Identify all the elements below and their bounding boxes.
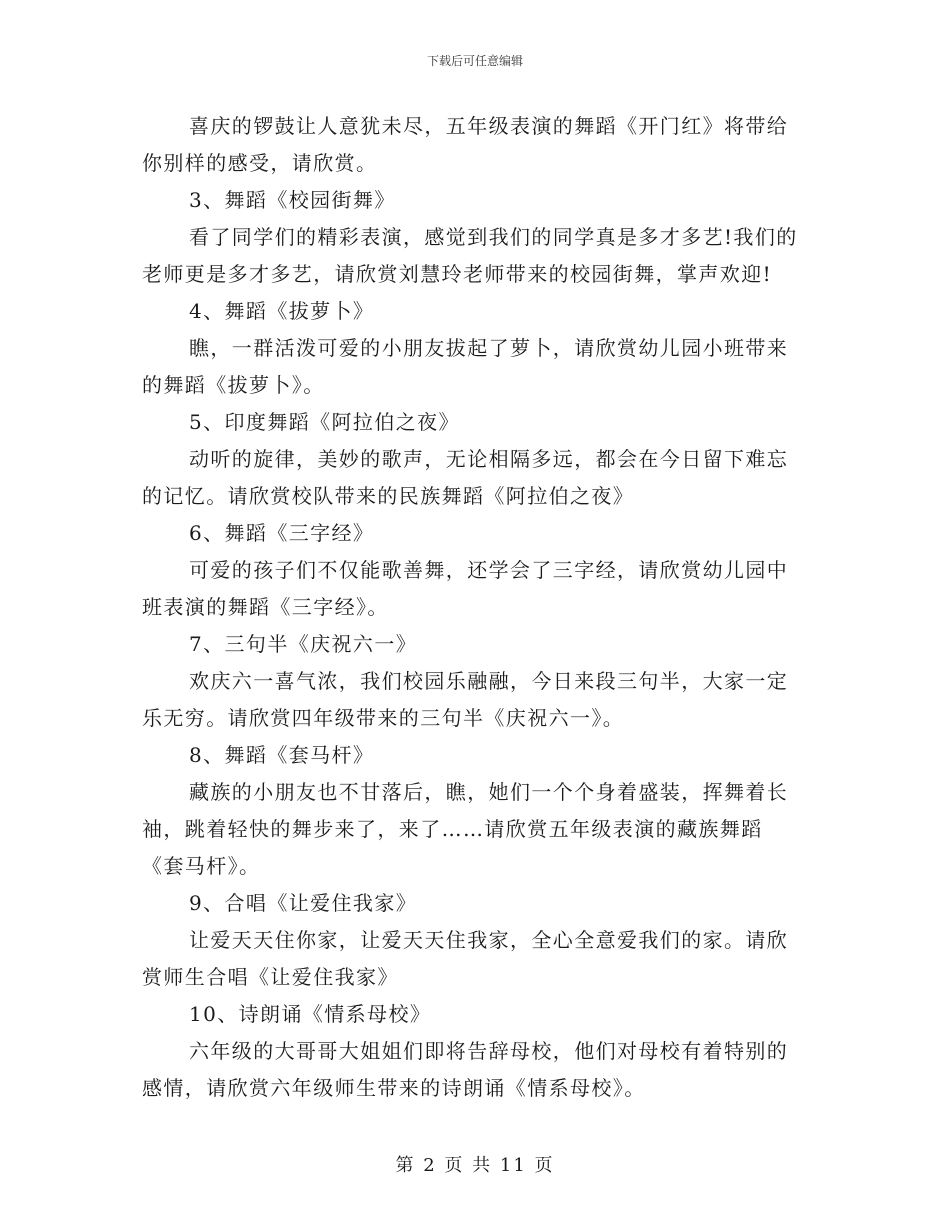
program-item-heading: 3、舞蹈《校园街舞》 bbox=[189, 188, 396, 212]
paragraph-line: 的舞蹈《拔萝卜》。 bbox=[142, 373, 325, 397]
paragraph-line: 袖，跳着轻快的舞步来了，来了……请欣赏五年级表演的藏族舞蹈 bbox=[142, 817, 763, 841]
paragraph-line: 欢庆六一喜气浓，我们校园乐融融，今日来段三句半，大家一定 bbox=[189, 669, 789, 693]
current-page-number: 2 bbox=[423, 1155, 437, 1176]
program-item-heading: 9、合唱《让爱住我家》 bbox=[189, 891, 418, 915]
paragraph-line: 让爱天天住你家，让爱天天住我家，全心全意爱我们的家。请欣 bbox=[189, 928, 789, 952]
paragraph-line: 乐无穷。请欣赏四年级带来的三句半《庆祝六一》。 bbox=[142, 706, 625, 730]
paragraph-line: 瞧，一群活泼可爱的小朋友拔起了萝卜，请欣赏幼儿园小班带来 bbox=[189, 336, 789, 360]
footer-suffix: 页 bbox=[534, 1155, 555, 1176]
program-item-heading: 10、诗朗诵《情系母校》 bbox=[189, 1002, 432, 1026]
program-item-heading: 5、印度舞蹈《阿拉伯之夜》 bbox=[189, 410, 460, 434]
page-number-footer bbox=[0, 1154, 950, 1178]
footer-prefix: 第 bbox=[395, 1155, 416, 1176]
paragraph-line: 可爱的孩子们不仅能歌善舞，还学会了三字经，请欣赏幼儿园中 bbox=[189, 558, 789, 582]
paragraph-line: 班表演的舞蹈《三字经》。 bbox=[142, 595, 389, 619]
paragraph-line: 喜庆的锣鼓让人意犹未尽，五年级表演的舞蹈《开门红》将带给 bbox=[189, 114, 789, 138]
total-page-count: 11 bbox=[499, 1155, 527, 1176]
paragraph-line: 感情，请欣赏六年级师生带来的诗朗诵《情系母校》。 bbox=[142, 1076, 646, 1100]
paragraph-line: 动听的旋律，美妙的歌声，无论相隔多远，都会在今日留下难忘 bbox=[189, 447, 789, 471]
paragraph-line: 赏师生合唱《让爱住我家》 bbox=[142, 965, 399, 989]
paragraph-line: 《套马杆》。 bbox=[142, 854, 261, 878]
paragraph-line: 藏族的小朋友也不甘落后，瞧，她们一个个身着盛装，挥舞着长 bbox=[189, 780, 789, 804]
paragraph-line: 你别样的感受，请欣赏。 bbox=[142, 151, 378, 175]
footer-middle: 页 共 bbox=[444, 1155, 493, 1176]
document-body bbox=[142, 108, 810, 1107]
program-item-heading: 4、舞蹈《拔萝卜》 bbox=[189, 299, 375, 323]
paragraph-line: 的记忆。请欣赏校队带来的民族舞蹈《阿拉伯之夜》 bbox=[142, 484, 635, 508]
paragraph-line: 六年级的大哥哥大姐姐们即将告辞母校，他们对母校有着特别的 bbox=[189, 1039, 789, 1063]
paragraph-line: 看了同学们的精彩表演，感觉到我们的同学真是多才多艺!我们的 bbox=[189, 225, 798, 249]
program-item-heading: 8、舞蹈《套马杆》 bbox=[189, 743, 375, 767]
paragraph-line: 老师更是多才多艺，请欣赏刘慧玲老师带来的校园街舞，掌声欢迎! bbox=[142, 262, 773, 286]
program-item-heading: 6、舞蹈《三字经》 bbox=[189, 521, 375, 545]
page-header-note: 下载后可任意编辑 bbox=[426, 54, 523, 68]
program-item-heading: 7、三句半《庆祝六一》 bbox=[189, 632, 418, 656]
